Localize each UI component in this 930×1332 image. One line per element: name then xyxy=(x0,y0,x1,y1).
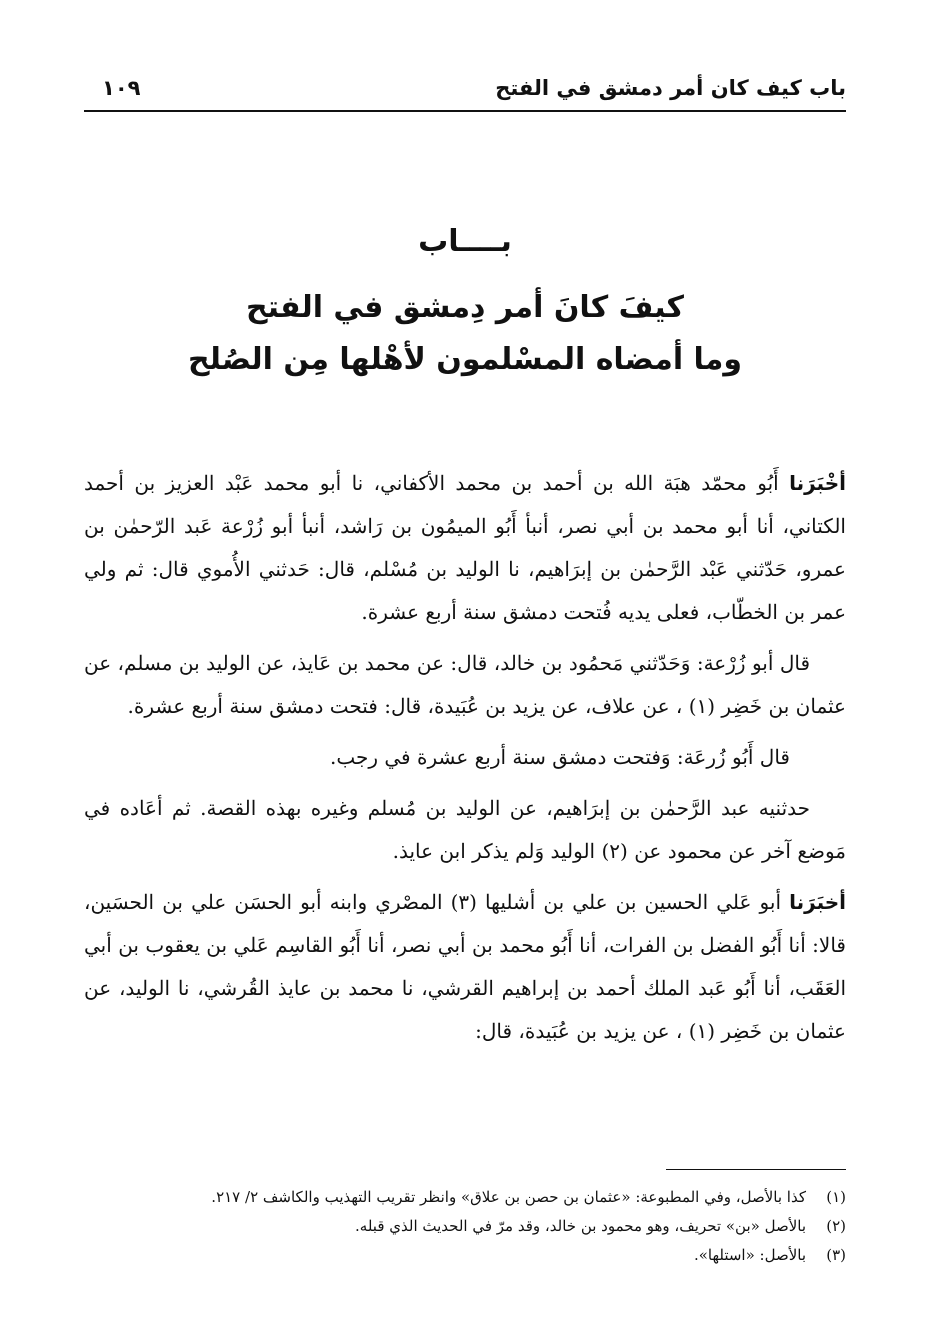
footnote-text: بالأصل: «استلها». xyxy=(693,1246,806,1264)
footnote-text: بالأصل «بن» تحريف، وهو محمود بن خالد، وقد مرّ في الحديث الذي قبله. xyxy=(355,1217,806,1235)
page-number: ١٠٩ xyxy=(102,76,141,100)
paragraph-text: أبو عَلي الحسين بن علي بن أشليها (٣) المصْري وابنه أبو الحسَن علي بن الحسَين، قالا: أنا أَبُو الفضل بن الفرات، أنا أَبُو محمد بن أبي نصر، أنا أَبُو القاسِم عَلي بن يعقوب بن أبي العَقَب، أنا أَبُو عَبد الملك أحمد بن إبراهيم القرشي، نا محمد بن عايذ القُرشي، نا الوليد، عن عثمان بن خَضِر (١) ، عن يزيد بن عُبَيدة، قال: xyxy=(84,890,846,1043)
paragraph-text: قال أبو زُرْعة: وَحَدّثني مَحمُود بن خالد، قال: عن محمد بن عَايذ، عن الوليد بن مسلم، عن عثمان بن خَضِر (١) ، عن علاف، عن يزيد بن عُبَيدة، قال: فتحت دمشق سنة أربع عشرة. xyxy=(84,651,846,718)
chapter-title xyxy=(84,282,846,386)
paragraph-4 xyxy=(84,787,846,873)
paragraph-1 xyxy=(84,462,846,634)
paragraph-lead: أخبَرَنا xyxy=(789,890,847,914)
header-rule xyxy=(84,110,846,112)
paragraph-lead: أخْبَرَنا xyxy=(789,471,846,495)
footnote-1 xyxy=(84,1183,846,1212)
paragraph-text: أَبُو محمّد هبَة الله بن أحمد بن محمد الأكفاني، نا أبو محمد عَبْد العزيز بن أحمد الكتاني، أنا أبو محمد بن أبي نصر، أنبأ أَبُو الميمُون بن رَاشد، أنبأ أبو زُرْعة عَبد الرّحمٰن بن عمرو، حَدّثني عَبْد الرَّحمٰن بن إبرَاهيم، نا الوليد بن مُسْلم، قال: حَدثني الأُموي قال: ثم ولي عمر بن الخطّاب، فعلى يديه فُتحت دمشق سنة أربع عشرة. xyxy=(84,471,846,624)
footnote-text: كذا بالأصل، وفي المطبوعة: «عثمان بن حصن بن علاق» وانظر تقريب التهذيب والكاشف ٢/ ٢١٧. xyxy=(211,1188,806,1206)
footnote-3 xyxy=(84,1241,846,1270)
footnote-2 xyxy=(84,1212,846,1241)
chapter-title-line-1: كيفَ كانَ أمر دِمشق في الفتح xyxy=(245,290,685,325)
chapter-heading xyxy=(84,220,846,386)
paragraph-text: قال أَبُو زُرعَة: وَفتحت دمشق سنة أربع عشرة في رجب. xyxy=(330,745,790,769)
footnote-number: (٣) xyxy=(826,1246,846,1264)
body-text xyxy=(84,462,846,1061)
paragraph-text: حدثنيه عبد الرَّحمٰن بن إبرَاهيم، عن الوليد بن مُسلم وغيره بهذه القصة. ثم أعَاده في مَوضع آخر عن محمود عن (٢) الوليد وَلم يذكر ابن عايذ. xyxy=(84,796,846,863)
footnote-rule xyxy=(666,1169,846,1170)
chapter-word: بــــاب xyxy=(418,224,512,259)
chapter-title-line-2: وما أمضاه المسْلمون لأهْلها مِن الصُلح xyxy=(187,342,743,377)
running-title: باب كيف كان أمر دمشق في الفتح xyxy=(495,76,846,100)
paragraph-3 xyxy=(84,736,846,779)
running-header xyxy=(84,72,846,108)
footnote-number: (٢) xyxy=(826,1217,846,1235)
paragraph-5 xyxy=(84,881,846,1053)
paragraph-2 xyxy=(84,642,846,728)
footnotes xyxy=(84,1183,846,1270)
footnote-number: (١) xyxy=(826,1188,846,1206)
